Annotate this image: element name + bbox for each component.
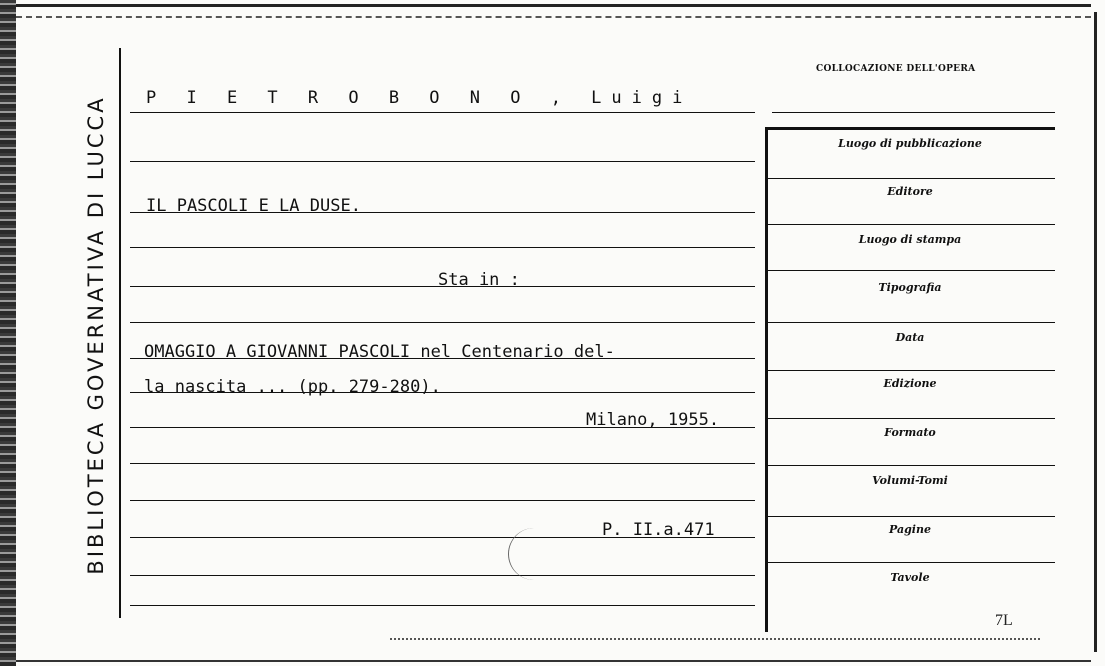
ruled-line [130, 161, 755, 162]
card-right-edge [1094, 12, 1097, 652]
panel-rule [768, 270, 1055, 271]
author-name: P I E T R O B O N O , Luigi [146, 88, 693, 108]
panel-rule [768, 322, 1055, 323]
card-bottom-edge [16, 652, 1091, 662]
pencil-mark [508, 528, 539, 580]
field-editore: Editore [887, 185, 933, 198]
sta-in-label: Sta in : [438, 270, 520, 290]
field-pagine: Pagine [889, 523, 931, 536]
field-volumi-tomi: Volumi-Tomi [872, 474, 948, 487]
placement-header: COLLOCAZIONE DELL'OPERA [816, 64, 976, 74]
panel-rule [768, 562, 1055, 563]
ruled-line [130, 575, 755, 576]
field-tipografia: Tipografia [878, 281, 942, 294]
panel-rule [768, 178, 1055, 179]
panel-rule [768, 516, 1055, 517]
ruled-line [130, 322, 755, 323]
field-luogo-pubblicazione: Luogo di pubblicazione [838, 137, 982, 150]
ruled-line [130, 605, 755, 606]
work-title: IL PASCOLI E LA DUSE. [146, 196, 361, 216]
panel-rule [768, 418, 1055, 419]
field-edizione: Edizione [883, 377, 937, 390]
shelfmark: P. II.a.471 [602, 520, 715, 540]
field-tavole: Tavole [890, 571, 930, 584]
card-left-edge [0, 0, 16, 666]
field-formato: Formato [884, 426, 936, 439]
panel-rule [768, 224, 1055, 225]
field-luogo-stampa: Luogo di stampa [858, 233, 962, 246]
institution-label: BIBLIOTECA GOVERNATIVA DI LUCCA [84, 95, 108, 575]
card-top-edge [16, 4, 1091, 18]
ruled-line [130, 247, 755, 248]
ruled-line [772, 112, 1055, 113]
ruled-line [130, 112, 755, 113]
source-title-line1: OMAGGIO A GIOVANNI PASCOLI nel Centenario del- [144, 342, 615, 362]
ruled-line [130, 463, 755, 464]
ruled-line [130, 500, 755, 501]
field-data: Data [895, 331, 925, 344]
panel-rule [768, 370, 1055, 371]
source-title-line2: la nascita ... (pp. 279-280). [144, 377, 441, 397]
place-year: Milano, 1955. [586, 410, 720, 430]
corner-mark: 7L [995, 612, 1013, 629]
panel-rule [768, 465, 1055, 466]
bottom-specks [390, 638, 1040, 640]
margin-rule [119, 48, 121, 618]
